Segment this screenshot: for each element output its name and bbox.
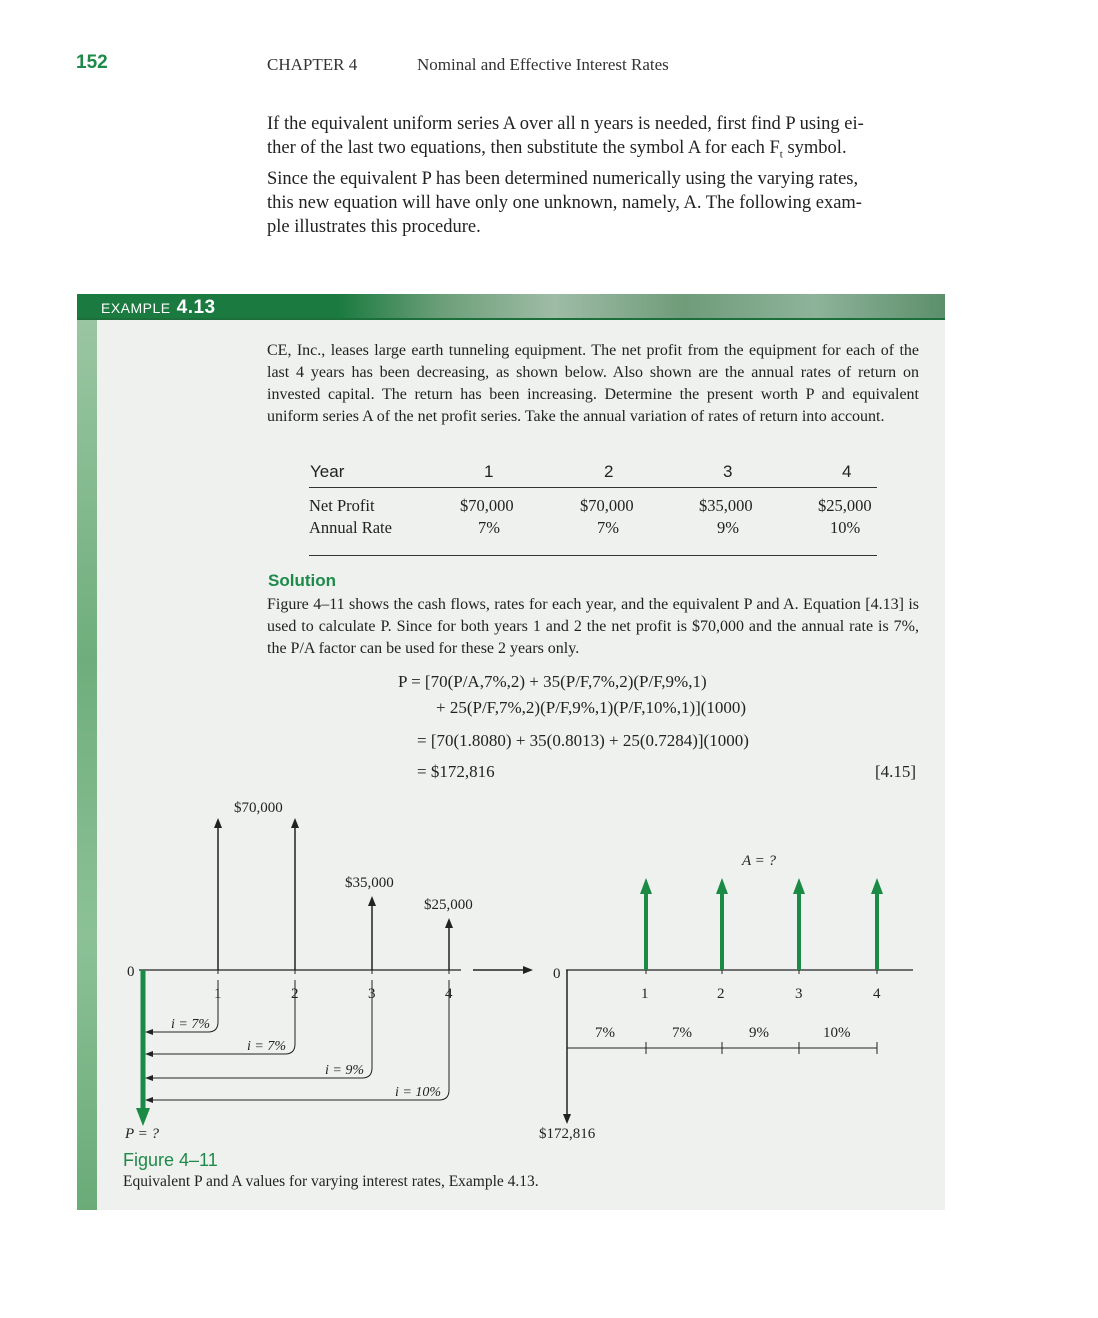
tick-label: 4 <box>445 986 453 1002</box>
p-unknown-label: P = ? <box>125 1126 160 1142</box>
equation-line-3: = [70(1.8080) + 35(0.8013) + 25(0.7284)](1000) <box>417 731 749 750</box>
table-cell: 7% <box>478 518 500 537</box>
equation-line-1: P = [70(P/A,7%,2) + 35(P/F,7%,2)(P/F,9%,1) <box>398 672 707 691</box>
equation-line-2: + 25(P/F,7%,2)(P/F,9%,1)(P/F,10%,1)](1000) <box>436 698 747 717</box>
chapter-title: Nominal and Effective Interest Rates <box>417 55 669 74</box>
tick-label: 4 <box>873 986 881 1002</box>
rate-label: 7% <box>595 1025 615 1041</box>
table-cell: Annual Rate <box>309 518 392 537</box>
rate-label: i = 7% <box>171 1017 210 1032</box>
table-cell: 10% <box>830 518 861 537</box>
rate-label: i = 7% <box>247 1039 286 1054</box>
solution-heading: Solution <box>268 571 336 590</box>
amount-label-70000: $70,000 <box>234 800 283 816</box>
tick-label: 3 <box>368 986 376 1002</box>
equation-line-4: = $172,816 <box>417 762 495 781</box>
table-header-2: 2 <box>604 462 614 481</box>
intro-paragraph <box>267 112 944 239</box>
intro-line-4: this new equation will have only one unknown, namely, A. The following exam- <box>267 192 862 213</box>
rate-label: i = 9% <box>325 1063 364 1078</box>
a-unknown-label: A = ? <box>742 853 777 869</box>
table-header-3: 3 <box>723 462 733 481</box>
table-header-4: 4 <box>842 462 852 481</box>
table-cell: $70,000 <box>580 496 634 515</box>
table-cell: 7% <box>597 518 619 537</box>
page-number: 152 <box>76 52 108 73</box>
table-cell: 9% <box>717 518 739 537</box>
table-cell: $70,000 <box>460 496 514 515</box>
tick-label: 0 <box>127 964 135 980</box>
table-header-year: Year <box>310 462 345 481</box>
table-rule-bottom <box>309 555 877 556</box>
intro-line-5: ple illustrates this procedure. <box>267 216 481 237</box>
table-header-1: 1 <box>484 462 494 481</box>
equation-number: [4.15] <box>875 762 917 781</box>
tick-label: 1 <box>214 986 222 1002</box>
intro-line-1: If the equivalent uniform series A over all n years is needed, first find P using ei- <box>267 114 864 134</box>
cash-flow-diagram <box>77 790 945 1150</box>
figure-caption: Equivalent P and A values for varying interest rates, Example 4.13. <box>123 1173 539 1190</box>
example-number: 4.13 <box>176 297 216 318</box>
intro-line-2: ther of the last two equations, then substitute the symbol A for each $F_t$ symbol. <box>267 138 847 161</box>
tick-label: 2 <box>717 986 725 1002</box>
example-label: EXAMPLE 4.13 <box>101 297 216 318</box>
solution-text: Figure 4–11 shows the cash flows, rates for each year, and the equivalent P and A. Equation [4.13] is used to calculate P. Since for both years 1 and 2 the net profit is $70,000 and the annual rate is 7%, the P/A factor can be used for these 2 years only. <box>267 596 919 657</box>
rate-label: 9% <box>749 1025 769 1041</box>
table-rule-top <box>309 487 877 488</box>
table-cell: Net Profit <box>309 496 375 515</box>
chapter-label: CHAPTER 4 <box>267 55 358 74</box>
tick-label: 1 <box>641 986 649 1002</box>
tick-label: 0 <box>553 966 561 982</box>
table-cell: $35,000 <box>699 496 753 515</box>
table-cell: $25,000 <box>818 496 872 515</box>
problem-statement: CE, Inc., leases large earth tunneling equipment. The net profit from the equipment for each of the last 4 years has been decreasing, as shown below. Also shown are the annual rates of return on invested capital. The return has been increasing. Determine the present worth P and equivalent uniform series A of the net profit series. Take the annual variation of rates of return into account. <box>267 342 919 425</box>
rate-label: 10% <box>823 1025 851 1041</box>
present-worth-value: $172,816 <box>539 1126 596 1142</box>
tick-label: 2 <box>291 986 299 1002</box>
intro-line-3: Since the equivalent P has been determined numerically using the varying rates, <box>267 168 859 189</box>
tick-label: 3 <box>795 986 803 1002</box>
uniform-series-arrows <box>640 878 883 970</box>
rate-label: 7% <box>672 1025 692 1041</box>
amount-label-35000: $35,000 <box>345 875 394 891</box>
rate-label: i = 10% <box>395 1085 441 1100</box>
figure-title: Figure 4–11 <box>123 1150 218 1170</box>
amount-label-25000: $25,000 <box>424 897 473 913</box>
